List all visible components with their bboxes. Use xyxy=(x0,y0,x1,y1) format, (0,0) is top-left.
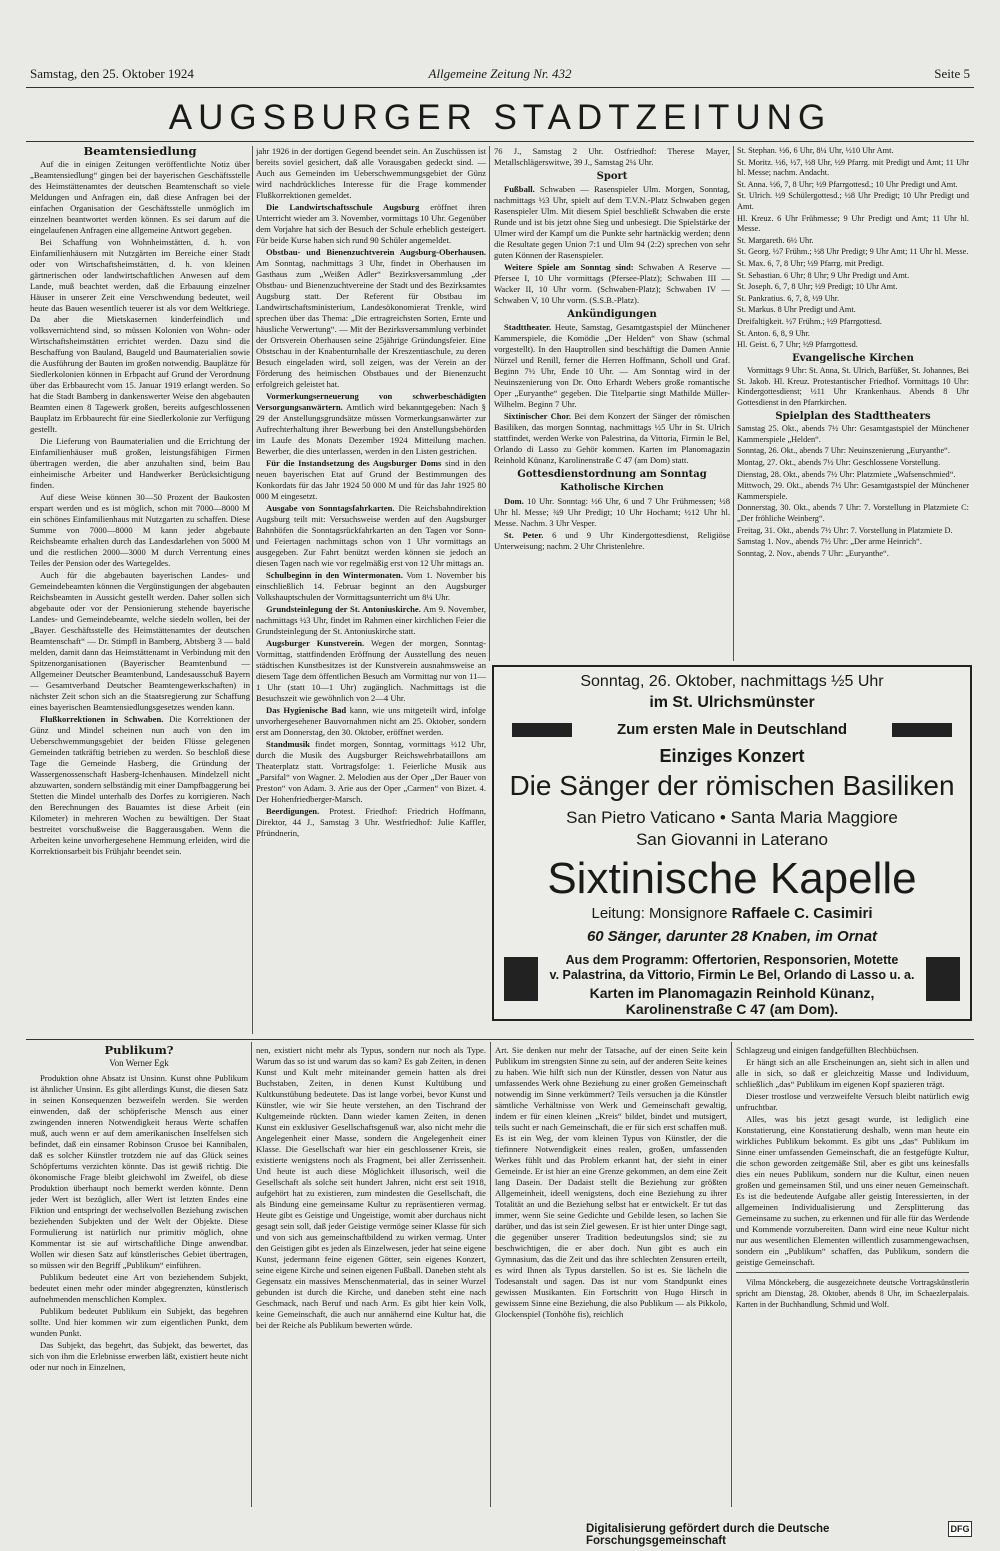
ad-conductor-label: Leitung: Monsignore xyxy=(591,905,728,922)
article-paragraph xyxy=(256,391,486,457)
paragraph-lead: Für die Instandsetzung des Augsburger Doms xyxy=(266,458,442,468)
paragraph-body: Heute, Samstag, Gesamtgastspiel der Münchener Kammerspiele, die Komödie „Der Helden“ von Shaw (schmal vorgestellt). In den Hauptrollen sind beschäftigt die Damen Annie Nürzel und Renill, ferner die Herren Hoffmann, Scholl und Graf. Beginn 7½ Uhr, Ende 10 Uhr. — Am Sonntag wird in der Neuinszenierung von Dr. Otto Erhardt Webers große romantische Oper „Euryanthe“ gegeben. Die Titelpartie singt Mathilde Müller-Wilhelm. Beginn 7 Uhr. xyxy=(494,322,730,409)
church-service-entry: St. Margareth. 6½ Uhr. xyxy=(737,235,814,245)
paragraph-lead: St. Peter. xyxy=(504,530,544,540)
article-paragraph: Dieser trostlose und verzweifelte Versuch bleibt natürlich ewig unfruchtbar. xyxy=(736,1091,969,1112)
article-paragraph xyxy=(494,184,730,261)
paragraph-lead: Grundsteinlegung der St. Antoniuskirche. xyxy=(266,604,421,614)
masthead-rule xyxy=(26,141,974,142)
header-paper-title: Allgemeine Zeitung Nr. 432 xyxy=(428,66,572,81)
article-paragraph xyxy=(256,739,486,805)
article-paragraph xyxy=(256,247,486,390)
paragraph-body: Amtlich wird bekanntgegeben: Nach § 29 der Anstellungsgrundsätze müssen Vormerkungsanwärter zur Aufrechterhaltung ihrer Bewerbung bei den Anstellungsbehörden im Laufe des Monats Dezember 1924 Mitteilung machen. Bewerber, die dies unterlassen, werden in den Listen gestrichen. xyxy=(256,402,486,456)
ad-venue-line: im St. Ulrichsmünster xyxy=(649,694,815,711)
feuilleton-column-3 xyxy=(495,1045,727,1507)
article-paragraph: Art. Sie denken nur mehr der Tatsache, auf der einen Seite kein Publikum im strengsten Sinne zu sein, auf der anderen Seite keines zu haben. Wie hilft sich nun der Künstler, dessen von Natur aus umfassendes Werk ohne Beziehung zu einer großen Gemeinschaft notwendig im Sinne verkümmert? Teils versuchen ja die Künstler sämtliche Verhältnisse von Werk und Gemeinschaft gewaltig, indem er für einen kleinen „Kreis“ bildet, bindet und mutsigert, teils sucht er nach Gemeinschaft, die er für sich erst schaffen muß. Es ist ein Weg, der vom kleinen Typus von Künstler, der die tiefinnere Notwendigkeit eines realen, großen, umfassenden Werkes fühlt und das Problem erkannt hat, der sieht in einer Gemeinde. Er ist hier an eine Grenze gekommen, an dem eine Zeit lang Dasein. Der Dadaist stellt die Beziehung zur größten Allgemeinheit, ideell wenigstens, doch eine Beziehung zu ihrer Totalität an und die Beziehung selbst hat er entwickelt. Er tut das immer, wenn Sie seine Gedichte und Gebilde lesen, so lachen Sie darüber, und das ist sein Ziel gewesen. Er ist hier unter Dinge sagt, die gegenüber unserer Tradition bedeutungslos sind; sie zu beschwichtigen, die er aber doch. Nun gibt es auch ein Gymnasium, das die Zeit und das ihre schlechten Zensuren erteilt, es wird Ihnen als Typus darstellen. So ist es. Sie lächeln die Todesanstalt und sagen. Das ist nur vom Standpunkt eines gewissen Musikanten. Ein Fortschritt von Hugo Hirsch in gewissem Sinne eine Beziehung, die also Publikum — als Pikkolo, Glockenspiel (Tonhöhe fis), reichlich xyxy=(495,1045,727,1319)
column-divider xyxy=(731,1042,732,1507)
theater-schedule-entry: Montag, 27. Okt., abends 7½ Uhr: Geschlossene Vorstellung. xyxy=(737,458,941,468)
church-service-entry: St. Anna. ½6, 7, 8 Uhr; ½9 Pfarrgottesd.; 10 Uhr Predigt und Amt. xyxy=(737,179,958,189)
church-service-entry: St. Georg. ½7 Frühm.; ½8 Uhr Predigt; 9 Uhr Amt; 11 Uhr hl. Messe. xyxy=(737,247,969,257)
article-paragraph xyxy=(256,806,486,839)
ad-basilicas-line-2: San Giovanni in Laterano xyxy=(636,830,828,849)
paragraph-lead: Augsburger Kunstverein. xyxy=(266,638,365,648)
article-paragraph: Publikum bedeutet Publikum ein Subjekt, das begehren sollte. Und hier kommen wir zum eigentlichen Punkt, dem wunden Punkt. xyxy=(30,1306,248,1338)
article-paragraph xyxy=(256,202,486,246)
paragraph-body: 10 Uhr. Sonntag: ½6 Uhr, 6 und 7 Uhr Frühmessen; ½8 Uhr hl. Messe; ¾9 Uhr Predigt; 10 Uhr Hochamt; ½12 Uhr hl. Messe. Nachm. 3 Uhr Vesper. xyxy=(494,496,730,528)
column-3 xyxy=(494,146,730,660)
ad-conductor-name: Raffaele C. Casimiri xyxy=(731,905,873,922)
ad-program-block xyxy=(504,953,960,1017)
article-paragraph: Das Subjekt, das begehrt, das Subjekt, das bewertet, das sich von ihm die Erlebnisse erwerben läßt, existiert heute nicht oder nur noch in Einzelnen, xyxy=(30,1340,248,1372)
article-paragraph: 76 J., Samstag 2 Uhr. Ostfriedhof: Therese Mayer, Metallschlägerswitwe, 39 J., Samstag 2¼ Uhr. xyxy=(494,146,730,167)
paragraph-lead: Beerdigungen. xyxy=(266,806,320,816)
ornament-left-icon xyxy=(504,957,538,1001)
theater-schedule-entry: Sonntag, 2. Nov., abends 7 Uhr: „Euryanthe“. xyxy=(737,548,889,558)
feuilleton-rule xyxy=(26,1039,974,1040)
paragraph-lead: Schulbeginn in den Wintermonaten. xyxy=(266,570,403,580)
theater-schedule-entry: Dienstag, 28. Okt., abends 7½ Uhr: Platzmiete „Wafsenschmied“. xyxy=(737,469,956,479)
article-paragraph xyxy=(494,322,730,410)
ad-date-line: Sonntag, 26. Oktober, nachmittags ½5 Uhr xyxy=(580,673,884,690)
paragraph-body: eröffnet ihren Unterricht wieder am 3. November, vormittags 10 Uhr. Gegenüber dem Vorjahre hat sich der Besuch der Schule erheblich gesteigert. Für beide Kurse haben sich rund 90 Schüler angemeldet. xyxy=(256,202,486,245)
article-paragraph xyxy=(256,604,486,637)
article-paragraph: Produktion ohne Absatz ist Unsinn. Kunst ohne Publikum ist ähnlicher Unsinn. Es gibt allerdings Kunst, die diesen Satz in seinen Konsequenzen bezweifeln werden. Sie werden einwenden, daß der schöpferische Mensch aus einer zwingenden inneren Notwendigkeit heraus Werte schaffen muß, auch wenn er auf dem amerikanischen Inselfelsen sich befindet, daß ein einsamer Robinson Crusoe bei Kannibalen, daß es solcher Künstler trotzdem nie auf das Glück seines Schöpfertums verzichten könnte. Das ist gewiß richtig. Die ökonomische Frage bleibt gleichwohl im Zweifel, ob diese Produktion überhaupt noch bemerkt werden könnte. Denn jeder Wert ist bezüglich, aller Wert ist letzten Endes eine Fiktion und entspringt der wechselvollen Beziehung zwischen beziehenden Subjekten und der Welt der Objekte. Diese Formulierung ist natürlich nur primitiv möglich, ohne Kommentar ist sie auf wirtschaftliche Dinge anwendbar. Wollen wir diesen Satz auf künstlerisches Gebiet übertragen, so müssen wir den Begriff „Publikum“ einführen. xyxy=(30,1073,248,1270)
church-service-entry: Dreifaltigkeit. ½7 Frühm.; ½9 Pfarrgottesd. xyxy=(737,316,882,326)
article-paragraph xyxy=(256,638,486,704)
theater-schedule-entry: Samstag 1. Nov., abends 7½ Uhr: „Der arme Heinrich“. xyxy=(737,537,922,547)
column-4 xyxy=(737,146,969,660)
article-paragraph: Schlagzeug und einigen fandgefüllten Blechbüchsen. xyxy=(736,1045,919,1055)
article-paragraph: Die Lieferung von Baumaterialien und die Errichtung der Einfamilienhäuser muß großen, leistungsfähigen Firmen übertragen werden, die aber anzuhalten sind, beim Bau einheimische Arbeiter und Handwerker Berücksichtigung finden. xyxy=(30,436,250,490)
article-paragraph: Er hängt sich an alle Erscheinungen an, sieht sich in allen und alle in sich, so daß er gleichzeitig Masse und Individuum, schließlich „das“ Publikum im eigenen Kopf spazieren trägt. xyxy=(736,1057,969,1089)
article-title-beamtensiedlung: Beamtensiedlung xyxy=(83,146,197,158)
feuilleton-column-1 xyxy=(30,1045,248,1507)
paragraph-lead: Fußball. xyxy=(504,184,535,194)
feuilleton-author: Von Werner Egk xyxy=(109,1058,169,1068)
article-paragraph xyxy=(494,262,730,306)
church-service-entry: St. Joseph. 6, 7, 8 Uhr; ½9 Predigt; 10 Uhr Amt. xyxy=(737,282,898,292)
theater-schedule-entry: Freitag, 31. Okt., abends 7½ Uhr: 7. Vorstellung in Platzmiete D. xyxy=(737,525,953,535)
feuilleton-column-2 xyxy=(256,1045,486,1507)
ad-program-line-1: Aus dem Programm: Offertorien, Responsorien, Motette xyxy=(565,953,899,967)
paragraph-lead: Flußkorrektionen in Schwaben. xyxy=(40,714,164,724)
paragraph-lead: Die Landwirtschaftsschule Augsburg xyxy=(266,202,420,212)
concert-advertisement xyxy=(492,665,972,1021)
article-paragraph: Alles, was bis jetzt gesagt wurde, ist lediglich eine Konstatierung, eine Konstatierung deshalb, wenn man heute ein wirkliches Publikum bekommt. Es gibt uns „das“ Publikum im Sinne einer umfassenden Gemeinschaft, die an festgefügte Kultur, die schon geworden zeitgemäße Stil, aber es gibt uns keinesfalls dies ein neues Publikum, sondern nur die Kultur, einen neuen großen und gemeinsamen Stil, und uns einer neuen Gemeinschaft. Es ist die bedeutende Aufgabe aller geistig Interessierten, in der allgemeinen Individualisierung und Zersplitterung das Gemeinsame zu suchen, zu erkennen und für alle für das Werdende und Kommende vorzubereiten. Dann wird eine neue Kultur nicht nur aus wesentlichen Elementen willentlich zusammengewachsen, sondern ein „Publikum“ schaffen, das Publikum, sondern die geistige Gemeinschaft. xyxy=(736,1114,969,1267)
column-divider xyxy=(490,1042,491,1507)
section-title-evangelisch: Evangelische Kirchen xyxy=(792,352,914,364)
column-2 xyxy=(256,146,486,1036)
ad-conductor-line xyxy=(494,905,970,922)
spielplan-list xyxy=(737,424,969,559)
dfg-logo: DFG xyxy=(948,1521,972,1537)
church-service-entry: St. Markus. 8 Uhr Predigt und Amt. xyxy=(737,305,856,315)
paragraph-lead: Dom. xyxy=(504,496,524,506)
paragraph-body: findet morgen, Sonntag, vormittags ½12 Uhr, durch die Musik des Augsburger Reichswehrbataillons am Theaterplatz statt. Vortragsfolge: 1. Feierliche Musik aus „Parsifal“ von Wagner. 2. Melodien aus der Oper „Der Bauer von Preston“ von Adam. 3. Arie aus der Oper „Carmen“ von Bizet. 4. Der Hohenfriedberger-Marsch. xyxy=(256,739,486,804)
paragraph-lead: Standmusik xyxy=(266,739,310,749)
paragraph-lead: Das Hygienische Bad xyxy=(266,705,347,715)
paragraph-body: Die Korrektionen der Günz und Mindel scheinen nun auch von den im Ueberschwemmungsgebiet der beiden Flüsse gelegenen Gemeinden tatkräftig betrieben zu werden. So beschloß diese Tage die Gemeinde Hasberg, die Gründung der Wassergenossenschaft Hasberg-Ichenhausen. Mindelzell nicht abzuwarten, sondern selbständig mit einer Dampfbaggerung bei Stetten die Mindel unterhalb des Dorfes zu korrigieren. Nach den Berechnungen des Bauamtes ist diese Arbeit (ein Kilometer) in mehreren Wochen zu bewältigen. Der Staat bestreitet vorschußweise die Baggerausgaben. Wenn die Arbeiten keine unvorhergesehene Hemmung erleiden, wird die Korrektionsarbeit bis Frühjahr beendet sein. xyxy=(30,714,250,856)
article-paragraph: Publikum bedeutet eine Art von beziehendem Subjekt, bedeutet einen mehr oder minder abgegrenzten, künstlerisch aufnehmenden menschlichen Komplex. xyxy=(30,1272,248,1304)
article-paragraph xyxy=(256,570,486,603)
paragraph-body: Schwaben — Rasenspieler Ulm. Morgen, Sonntag, nachmittags ½3 Uhr, spielt auf dem T.V.N.-Platz Schwaben gegen Rasenspieler Ulm. Mit diesem Spiel beschließt Schwaben die erste Runde und ist bis jetzt ohne Sieg und unbesiegt. Die Spielstärke der Ulmer wird der Kampf um die Punkte sehr hartnäckig werden; denn die Resultate gegen Union 7:1 und Ulm 94 (2:2) sprechen von sehr guten Können der Rasenspieler. xyxy=(494,184,730,260)
paragraph-lead: Sixtinischer Chor. xyxy=(504,411,572,421)
paragraph-lead: Vormerkungserneuerung von schwerbeschädigten Versorgungsanwärtern. xyxy=(256,391,486,412)
article-paragraph xyxy=(256,458,486,502)
ad-program-line-2: v. Palastrina, da Vittorio, Firmin Le Bel, Orlando di Lasso u. a. xyxy=(549,968,915,982)
paragraph-body: Vom 1. November bis einschließlich 14. Februar beginnt an den Augsburger Volkshauptschulen der Vormittagsunterricht um 8¼ Uhr. xyxy=(256,570,486,602)
column-1 xyxy=(30,146,250,1036)
header-page-number: Seite 5 xyxy=(934,66,970,81)
church-service-entry: St. Ulrich. ½9 Schülergottesd.; ½8 Uhr Predigt; 10 Uhr Predigt und Amt. xyxy=(737,191,969,211)
header-date: Samstag, den 25. Oktober 1924 xyxy=(30,66,194,81)
ad-basilicas-line-1: San Pietro Vaticano • Santa Maria Maggiore xyxy=(566,808,898,827)
paragraph-body: Protest. Friedhof: Friedrich Hoffmann, Direktor, 44 J., Samstag 3 Uhr. Westfriedhof: Julie Kaffler, Pfründnerin, xyxy=(256,806,486,838)
section-title-katholisch: Katholische Kirchen xyxy=(560,483,664,493)
paragraph-lead: Ausgabe von Sonntagsfahrkarten. xyxy=(266,503,395,513)
column-divider xyxy=(489,146,490,661)
ad-tickets-line: Karten im Planomagazin Reinhold Künanz, Karolinenstraße C 47 (am Dom). xyxy=(589,985,875,1017)
church-service-entry: St. Pankratius. 6, 7, 8, ½9 Uhr. xyxy=(737,293,840,303)
church-service-entry: St. Sebastian. 6 Uhr; 8 Uhr; 9 Uhr Predigt und Amt. xyxy=(737,270,910,280)
paragraph-body: Bei dem Konzert der Sänger der römischen Basiliken, das morgen Sonntag, nachmittags ½5 Uhr in St. Ulrich stattfindet, werden Werke von Palestrina, da Vittoria, Firmin le Bel, Orlando di Lasso zu Gehör kommen. Karten im Planomagazin Reinhold Künanz, Karolinenstraße C 47 (am Dom) statt. xyxy=(494,411,730,465)
ornament-right-icon xyxy=(926,957,960,1001)
theater-schedule-entry: Samstag 25. Okt., abends 7½ Uhr: Gesamtgastspiel der Münchener Kammerspiele „Helden“. xyxy=(737,424,969,444)
article-paragraph: jahr 1926 in der dortigen Gegend beendet sein. An Zuschüssen ist bereits soviel gesichert, daß alle Vorausgaben gedeckt sind. — Auch aus Gemeinden im Ueberschwemmungsgebiet der Günz wird nachdrückliches Interesse für die Frage kommender Flußkorrektionen gemeldet. xyxy=(256,146,486,200)
paragraph-body: 6 und 9 Uhr Kindergottesdienst, Religiöse Unterweisung; nachm. 2 Uhr Christenlehre. xyxy=(494,530,730,551)
paragraph-lead: Obstbau- und Bienenzuchtverein Augsburg-Oberhausen. xyxy=(266,247,486,257)
paragraph-body: Die Reichsbahndirektion Augsburg teilt mit: Versuchsweise werden auf den Augsburger Bahnhöfen die Sonntagsrückfahrkarten an den Tagen vor Sonn- und Feiertagen nachmittags schon von 1 Uhr vormittags an ausgegeben. Zur Fahrt benützt werden können sie jedoch an diesen Tagen nach wie vor regelmäßig erst von 12 Uhr mittags an. xyxy=(256,503,486,568)
ad-main-title: Sixtinische Kapelle xyxy=(547,854,917,903)
column-divider xyxy=(733,146,734,661)
section-title-sport: Sport xyxy=(596,171,628,182)
church-service-entry: St. Stephan. ½6, 6 Uhr, 8¼ Uhr, ½10 Uhr Amt. xyxy=(737,146,894,155)
paragraph-lead: Stadttheater. xyxy=(504,322,552,332)
ad-single-concert: Einziges Konzert xyxy=(659,746,805,766)
article-paragraph xyxy=(30,714,250,857)
paragraph-body: Schwaben A Reserve — Pferseе I, 10 Uhr vormittags (Pferseе-Platz); Schwaben III — Wacker II, 10 Uhr vorm. (Schwaben-Platz); Schwaben IV — Schwaben V, 10 Uhr vorm. (S.S.B.-Platz). xyxy=(494,262,730,305)
church-list xyxy=(737,146,969,351)
divider xyxy=(736,1272,969,1273)
article-paragraph xyxy=(494,411,730,466)
article-paragraph: Vormittags 9 Uhr: St. Anna, St. Ulrich, Barfüßer, St. Johannes, Bei St. Jakob. Hl. Kreuz. Protestantischer Friedhof. Vormittags 10 Uhr: Kindergottesdienst; ½11 Uhr Krankenhaus. Abends 8 Uhr Gottesdienst in den Pfarrkirchen. xyxy=(737,366,969,408)
article-paragraph xyxy=(494,530,730,552)
article-paragraph xyxy=(494,496,730,529)
feuilleton-column-4 xyxy=(736,1045,969,1507)
paragraph-body: kann, wie uns mitgeteilt wird, infolge unvorhergesehener Bauvornahmen nicht am 25. Oktober, sondern erst am Donnerstag, den 30. Oktober, eröffnet werden. xyxy=(256,705,486,737)
ad-first-time-text: Zum ersten Male in Deutschland xyxy=(616,721,848,738)
digitization-credit: Digitalisierung gefördert durch die Deutsche Forschungsgemeinschaft xyxy=(586,1523,830,1547)
article-paragraph: Bei Schaffung von Wohnheimstätten, d. h. von Einfamilienhäusern mit Nutzgärten im Bereiche einer Stadt oder von Wirtschaftsheimstätten, d. h. von kleinen gärtnerischen oder landwirtschaftlichen Anwesen auf dem Lande, muß beachtet werden, daß die Erbauung einzelner Häuser in unserer Zeit eine Verschwendung bedeutet, weil heute das Bauen wesentlich teuerer ist als vor dem Weltkriege. Da aber die Mietskasernen kinderfeindlich und volksvernichtend sind, so müssen Kolonien von Wohn- oder Wirtschaftsheimstätten errichtet werden. Dazu sind die Beschaffung von Bauland, Baugeld und Baumaterialien sowie die Ausführung der Bauten im großen notwendig. Bauplätze für Siedlerkolonien können in Erbpacht auf Grund der Verordnung über das Erbbaurecht vom 15. Januar 1919 erlangt werden. So hat die Stadt Bamberg in dankenswerter Weise den abgebauten Beamten einen 8 Tagewerk großen, bereits aufgeschlossenen Bauplatz im Erbbaurecht für eine Siedlerkolonie zur Verfügung gestellt. xyxy=(30,237,250,434)
paragraph-body: Am Sonntag, nachmittags 3 Uhr, findet in Oberhausen im Gasthaus zum „Weißen Adler“ Bezirksversammlung „der Obstbau- und Bienenzuchtvereine der Stadt und des Bezirksamtes Augsburg statt. Der Referent für Obstbau im Landwirtschaftsministerium, Landesökonomierat Trenkle, wird sprechen über das Thema: „Die ertragreichsten Sorten, Ernte und häusliche Verwertung“. — Mit der Bezirksversammlung verbindet der Ortsverein Oberhausen seine 25jährige Gründungsfeier. Eine Obstschau in der Knabenturnhalle der Kreszentiaschule, zu deren Besuch eingeladen wird, soll zeigen, was der Verein an der Förderung des heimischen Obstbaues und der Bienenzucht erfolgreich geleistet hat. xyxy=(256,258,486,389)
paragraph-lead: Weitere Spiele am Sonntag sind: xyxy=(504,262,634,272)
ad-singers-line: 60 Sänger, darunter 28 Knaben, im Ornat xyxy=(586,928,878,945)
running-header xyxy=(30,66,970,86)
church-service-entry: St. Max. 6, 7, 8 Uhr; ½9 Pfarrg. mit Predigt. xyxy=(737,258,884,268)
paragraph-body: Am 9. November, nachmittags ½3 Uhr, findet im Rahmen einer kirchlichen Feier die Grundsteinlegung der St. Antoniuskirche statt. xyxy=(256,604,486,636)
section-title-gottesdienst: Gottesdienstordnung am Sonntag xyxy=(517,469,707,480)
section-title-spielplan: Spielplan des Stadttheaters xyxy=(775,410,931,422)
column-divider xyxy=(251,1042,252,1507)
theater-schedule-entry: Donnerstag, 30. Okt., abends 7 Uhr: 7. Vorstellung in Platzmiete C: „Der fröhliche Weinberg“. xyxy=(737,503,969,523)
church-service-entry: St. Anton. 6, 8, 9 Uhr. xyxy=(737,328,810,338)
ad-choir-name: Die Sänger der römischen Basiliken xyxy=(509,770,955,801)
ad-first-time-band xyxy=(506,719,958,741)
church-service-entry: Hl. Kreuz. 6 Uhr Frühmesse; 9 Uhr Predigt und Amt; 11 Uhr hl. Messe. xyxy=(737,213,969,234)
article-paragraph: Auch für die abgebauten bayerischen Landes- und Gemeindebeamten können die Vergünstigungen der abgebauten Reichsbeamten in Aussicht gestellt werden. Daher sollen sich abgebaute oder vor der Pensionierung stehende bayerische Landes- und Gemeindebeamte, welche siedeln wollen, bei der „Bayer. Geschäftsstelle des Heimstättenamtes der deutschen Beamtenschaft“ — Dr. Stimpfl in Bamberg, Abtsberg 3 — bald melden, damit dann das Heimstättenamt in Verbindung mit den Spitzenorganisationen (Bayerischer Beamtenbund — Allgemeiner Deutscher Beamtenbund, Landesausschuß Bayern — Gesamtverband Deutscher Beamtengewerkschaften) in nächster Zeit schon sich an die Staatsregierung zur Schaffung eines bayerischen Beamtensiedlungsgesetzes wenden kann. xyxy=(30,570,250,712)
church-service-entry: St. Moritz. ½6, ½7, ½8 Uhr, ½9 Pfarrg. mit Predigt und Amt; 11 Uhr hl. Messe; nachm. Andacht. xyxy=(737,157,969,178)
theater-schedule-entry: Mittwoch, 29. Okt., abends 7½ Uhr: Gesamtgastspiel der Münchener Kammerspiele. xyxy=(737,481,969,501)
article-paragraph: Auf die in einigen Zeitungen veröffentlichte Notiz über „Beamtensiedlung“ gingen bei der bayerischen Geschäftsstelle des Heimstättenamtes der deutschen Beamtenschaft so viele Meldungen und Anfragen ein, daß diese Anfragen bei der einfachen Organisation der Geschäftsstelle unmöglich im einzelnen beantwortet werden können. Es sei darum auf die eingelaufenen Anfragen eine allgemeine Antwort gegeben. xyxy=(30,159,250,235)
theater-schedule-entry: Sonntag, 26. Okt., abends 7 Uhr: Neuinszenierung „Euryanthe“. xyxy=(737,446,950,456)
church-service-entry: Hl. Geist. 6, 7 Uhr; ½9 Pfarrgottesd. xyxy=(737,340,858,350)
article-paragraph: nen, existiert nicht mehr als Typus, sondern nur noch als Type. Warum das so ist und warum das so kam? Es gab Zeiten, in denen Kunst und Kult mehr miteinander gemein hatten als drei Buchstaben, Zeiten, in denen Kunst Kultübung und Kultkunstübung bedeutete. Das ist lange vorbei, bevor Kunst und Künstler, wie wir Sie heute verstehen, an den Tischrand der Kultgemeinde rückten. Dann wieder kamen Zeiten, in denen Kunst ein exklusiver Gesellschaftsgenuß war, also nicht mehr die Angelegenheit einer Masse, sondern die Angelegenheit einer Klasse. Die Gesellschaft war hier ein geschlossener Kreis, sie existierte wenigstens noch als Fragment, bei aller Zerrissenheit. Und heute ist auch diese Möglichkeit illusorisch, weil die Gesellschaft als solche seit hundert Jahren, nicht erst seit 1918, aufgehört hat zu existieren, zum mindesten die Gesellschaft, die als Bindung eine gemeinsame Kultur zu repräsentieren vermag. Heute gibt es Geistige und Ungeistige, womit aber durchaus nicht gesagt sein soll, daß jeder Geistige vermöge seiner Klasse für sich und von sich aus gemeinschaftbildend zu wirken vermag. Unter den Geistigen gibt es jeden als Einzelwesen, jeder hat seine eigene Kunst, jedermann feine eigenen Götter, sein eigenes Konzert, seine eigene Kirche und seinen eigenen Fußball. Daneben steht als Gegensatz ein massives Menschenmaterial, das in seiner Wurzel gebunden ist durch die Kirche, und daneben steht eine nach Geschmack, nach Beruf und nach Arm. Es gibt hier kein Volk, keine Gemeinschaft, die auch nur annähernd eine Kultur hat, die bei der Reiche als Publikum bewerten würde. xyxy=(256,1045,486,1330)
section-title-ankuendigungen: Ankündigungen xyxy=(567,309,657,320)
column-divider xyxy=(252,146,253,1034)
section-masthead: AUGSBURGER STADTZEITUNG xyxy=(168,98,832,137)
article-paragraph xyxy=(256,705,486,738)
notice-paragraph: Vilma Mönckeberg, die ausgezeichnete deutsche Vortragskünstlerin spricht am Dienstag, 28. Oktober, abends 8 Uhr, im Schaezlerpalais. Karten in der Buchhandlung, Schmid und Wolf. xyxy=(736,1278,969,1309)
article-paragraph: Auf diese Weise können 30—50 Prozent der Baukosten erspart werden und es ist möglich, schon mit 7000—8000 M ein schönes Einfamilienhaus mit Nutzgarten zu schaffen. Diese Summe von 7000—8000 M kann jeder abgebaute Reichsbeamte erhalten durch das Landesdarlehen von 5000 M und die restlichen 2000—3000 M durch Verrentung eines Teiles der Pension oder des Wartegeldes. xyxy=(30,492,250,568)
pointing-hand-right-icon xyxy=(892,723,952,737)
paragraph-body: sind in den neuen bayerischen Etat auf Grund der Bestimmungen des Konkordats für das Jahr 1924 50 000 M und für das Jahr 1925 80 000 M eingesetzt. xyxy=(256,458,486,501)
article-paragraph xyxy=(256,503,486,569)
feuilleton-title: Publikum? xyxy=(104,1045,174,1057)
paragraph-body: Wegen der morgen, Sonntag-Vormittag, stattfindenden Eröffnung der Ausstellung des neuen städtischen Kunstbesitzes ist der Kunstverein ausnahmsweise an diesem Tage dem öffentlichen Besuch am Vormittag nur von 11—1 Uhr (statt 10—1 Uhr) zugänglich. Nachmittags ist die Besuchszeit wie gewöhnlich von 2—4 Uhr. xyxy=(256,638,486,703)
header-rule xyxy=(26,87,974,88)
